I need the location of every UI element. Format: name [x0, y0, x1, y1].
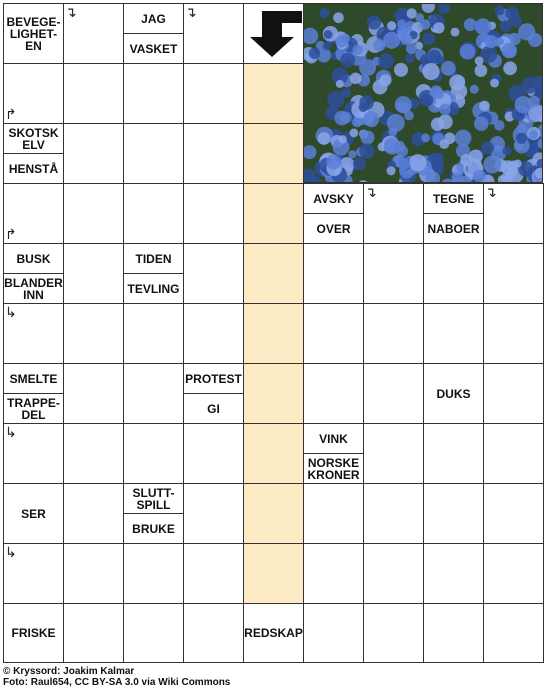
- arrow-right-down-icon: ↴: [365, 184, 377, 200]
- clue-vink: [303, 423, 364, 454]
- clue-text: DUKS: [436, 386, 471, 401]
- floret-mark: [421, 133, 430, 142]
- floret-mark: [500, 20, 512, 32]
- floret-mark: [422, 33, 435, 46]
- answer-cell[interactable]: [63, 423, 124, 484]
- floret-mark: [485, 35, 498, 48]
- floret-mark: [490, 79, 499, 88]
- answer-cell[interactable]: [183, 243, 244, 304]
- clue-text: OVER: [316, 221, 351, 236]
- answer-cell[interactable]: [303, 363, 364, 424]
- floret-mark: [339, 135, 347, 143]
- clue-avsky: [303, 183, 364, 214]
- clue-text: SER: [21, 506, 46, 521]
- floret-mark: [470, 85, 479, 94]
- floret-mark: [460, 154, 472, 166]
- floret-mark: [503, 61, 517, 75]
- floret-mark: [474, 116, 489, 131]
- clue-redskap: [243, 603, 304, 663]
- solution-cell[interactable]: [243, 543, 304, 604]
- answer-cell[interactable]: [483, 303, 544, 364]
- arrow-right-down-icon: ↴: [65, 4, 77, 20]
- answer-cell[interactable]: [183, 183, 244, 244]
- floret-mark: [483, 156, 501, 174]
- floret-mark: [529, 130, 538, 139]
- answer-cell[interactable]: [483, 363, 544, 424]
- clue-tegne: [423, 183, 484, 214]
- clue-text: GI: [207, 401, 220, 416]
- answer-cell[interactable]: [183, 543, 244, 604]
- floret-mark: [451, 28, 460, 37]
- answer-cell[interactable]: [183, 423, 244, 484]
- floret-mark: [367, 15, 381, 29]
- answer-cell[interactable]: [423, 243, 484, 304]
- clue-ser: [3, 483, 64, 544]
- floret-mark: [481, 142, 494, 155]
- clue-sluttspill: [123, 483, 184, 514]
- clue-text: SKOTSK ELV: [8, 125, 59, 152]
- clue-text: PROTEST: [185, 371, 242, 386]
- answer-cell[interactable]: [363, 483, 424, 544]
- clue-text: BRUKE: [132, 521, 175, 536]
- clue-text: BLANDER INN: [4, 275, 63, 302]
- floret-mark: [475, 64, 488, 77]
- floret-mark: [420, 94, 433, 107]
- floret-mark: [348, 150, 356, 158]
- floret-mark: [502, 146, 511, 155]
- clue-tiden: [123, 243, 184, 274]
- hydrangea-photo: [303, 3, 543, 183]
- floret-mark: [334, 111, 349, 126]
- floret-mark: [350, 129, 359, 138]
- clue-busk: [3, 243, 64, 274]
- clue-skotsk-elv: [3, 123, 64, 154]
- floret-mark: [439, 103, 451, 115]
- clue-text: NABOER: [427, 221, 480, 236]
- answer-cell[interactable]: [183, 303, 244, 364]
- answer-cell[interactable]: [423, 543, 484, 604]
- answer-cell[interactable]: [123, 63, 184, 124]
- answer-cell[interactable]: [303, 243, 364, 304]
- floret-mark: [528, 33, 542, 47]
- answer-cell[interactable]: [183, 603, 244, 663]
- clue-text: TRAPPE- DEL: [7, 395, 60, 422]
- clue-hensta: [3, 153, 64, 184]
- floret-mark: [326, 154, 341, 169]
- floret-mark: [435, 91, 443, 99]
- arrow-right-down-icon: ↴: [485, 184, 497, 200]
- floret-mark: [380, 74, 392, 86]
- floret-mark: [514, 159, 522, 167]
- answer-cell[interactable]: [63, 543, 124, 604]
- start-arrow-icon: [248, 11, 302, 59]
- crossword-credit: © Kryssord: Joakim Kalmar: [3, 666, 135, 677]
- floret-mark: [475, 18, 491, 34]
- arrow-up-right-icon: ↱: [5, 106, 17, 122]
- floret-mark: [324, 30, 333, 39]
- answer-cell[interactable]: [123, 363, 184, 424]
- floret-mark: [435, 153, 443, 161]
- floret-mark: [336, 80, 344, 88]
- clue-friske: [3, 603, 64, 663]
- clue-gi: [183, 393, 244, 424]
- floret-mark: [433, 22, 444, 33]
- answer-cell[interactable]: [303, 483, 364, 544]
- floret-mark: [522, 76, 539, 93]
- floret-mark: [405, 54, 414, 63]
- floret-mark: [333, 12, 344, 23]
- clue-text: HENSTÅ: [8, 161, 59, 176]
- clue-text: VINK: [319, 431, 348, 446]
- floret-mark: [460, 44, 476, 60]
- floret-mark: [409, 154, 426, 171]
- photo-credit: Foto: Raul654, CC BY-SA 3.0 via Wiki Commons: [3, 677, 231, 688]
- answer-cell[interactable]: [483, 423, 544, 484]
- floret-mark: [398, 158, 410, 170]
- clue-naboer: [423, 213, 484, 244]
- floret-mark: [309, 48, 320, 59]
- arrow-down-right-icon: ↳: [5, 304, 17, 320]
- clue-norske-kroner: [303, 453, 364, 484]
- floret-mark: [388, 127, 397, 136]
- floret-mark: [383, 32, 400, 49]
- answer-cell[interactable]: [123, 303, 184, 364]
- clue-text: BUSK: [16, 251, 51, 266]
- floret-mark: [386, 166, 395, 175]
- floret-mark: [473, 170, 486, 183]
- clue-text: AVSKY: [313, 191, 354, 206]
- answer-cell[interactable]: [363, 303, 424, 364]
- answer-cell[interactable]: [63, 483, 124, 544]
- floret-mark: [378, 53, 394, 69]
- answer-cell[interactable]: [63, 303, 124, 364]
- clue-text: JAG: [141, 11, 166, 26]
- answer-cell[interactable]: [123, 423, 184, 484]
- clue-over: [303, 213, 364, 244]
- floret-mark: [340, 53, 355, 68]
- answer-cell[interactable]: [123, 603, 184, 663]
- answer-cell[interactable]: [123, 123, 184, 184]
- clue-text: BEVEGE- LIGHET- EN: [6, 14, 61, 53]
- answer-cell[interactable]: [363, 603, 424, 663]
- floret-mark: [359, 143, 374, 158]
- floret-mark: [384, 138, 401, 155]
- answer-cell[interactable]: [63, 243, 124, 304]
- answer-cell[interactable]: [483, 483, 544, 544]
- floret-mark: [438, 114, 453, 129]
- answer-cell[interactable]: [363, 243, 424, 304]
- answer-cell[interactable]: [63, 123, 124, 184]
- clue-jag: [123, 3, 184, 34]
- clue-text: NORSKE KRONER: [307, 455, 360, 482]
- floret-mark: [441, 61, 456, 76]
- solution-cell[interactable]: [243, 303, 304, 364]
- clue-text: TIDEN: [135, 251, 172, 266]
- floret-mark: [422, 63, 439, 80]
- floret-mark: [327, 91, 344, 108]
- answer-cell[interactable]: [483, 543, 544, 604]
- answer-cell[interactable]: [123, 183, 184, 244]
- arrow-up-right-icon: ↱: [5, 226, 17, 242]
- answer-cell[interactable]: [423, 423, 484, 484]
- floret-mark: [335, 35, 347, 47]
- solution-cell[interactable]: [243, 423, 304, 484]
- floret-mark: [387, 21, 396, 30]
- answer-cell[interactable]: [483, 243, 544, 304]
- solution-cell[interactable]: [243, 483, 304, 544]
- clue-text: REDSKAP: [244, 626, 303, 640]
- answer-cell[interactable]: [363, 543, 424, 604]
- floret-mark: [436, 56, 444, 64]
- answer-cell[interactable]: [183, 63, 244, 124]
- answer-cell[interactable]: [423, 603, 484, 663]
- clue-blander-inn: [3, 273, 64, 304]
- answer-cell[interactable]: [63, 603, 124, 663]
- floret-mark: [420, 19, 430, 29]
- solution-cell[interactable]: [243, 123, 304, 184]
- answer-cell[interactable]: [183, 483, 244, 544]
- floret-mark: [515, 96, 532, 113]
- answer-cell[interactable]: [63, 183, 124, 244]
- answer-cell[interactable]: [303, 603, 364, 663]
- floret-mark: [394, 63, 408, 77]
- floret-mark: [516, 133, 527, 144]
- answer-cell[interactable]: [363, 363, 424, 424]
- solution-cell[interactable]: [243, 63, 304, 124]
- floret-mark: [475, 56, 484, 65]
- crossword-grid: [3, 3, 543, 663]
- clue-text: VASKET: [129, 41, 178, 56]
- floret-mark: [363, 111, 379, 127]
- answer-cell[interactable]: [63, 63, 124, 124]
- clue-text: TEVLING: [127, 281, 180, 296]
- floret-mark: [542, 168, 543, 180]
- clue-tevling: [123, 273, 184, 304]
- floret-mark: [501, 43, 517, 59]
- floret-mark: [323, 42, 331, 50]
- arrow-down-right-icon: ↳: [5, 424, 17, 440]
- floret-mark: [494, 5, 504, 15]
- answer-cell[interactable]: [183, 123, 244, 184]
- answer-cell[interactable]: [123, 543, 184, 604]
- answer-cell[interactable]: [303, 543, 364, 604]
- floret-mark: [319, 8, 329, 18]
- clue-text: TEGNE: [432, 191, 475, 206]
- floret-mark: [510, 15, 522, 27]
- solution-cell[interactable]: [243, 363, 304, 424]
- arrow-down-right-icon: ↳: [5, 544, 17, 560]
- hydrangea-image: [304, 4, 543, 183]
- floret-mark: [350, 73, 362, 85]
- floret-mark: [360, 130, 369, 139]
- floret-mark: [397, 19, 406, 28]
- floret-mark: [395, 96, 412, 113]
- answer-cell[interactable]: [303, 303, 364, 364]
- clue-bruke: [123, 513, 184, 544]
- floret-mark: [359, 103, 368, 112]
- floret-mark: [455, 130, 472, 147]
- answer-cell[interactable]: [363, 423, 424, 484]
- floret-mark: [353, 45, 363, 55]
- clue-duks: [423, 363, 484, 424]
- credits: [3, 666, 230, 688]
- arrow-right-down-icon: ↴: [185, 4, 197, 20]
- clue-text: SMELTE: [9, 371, 58, 386]
- answer-cell[interactable]: [483, 603, 544, 663]
- floret-mark: [373, 39, 385, 51]
- clue-text: FRISKE: [11, 626, 56, 640]
- answer-cell[interactable]: [423, 483, 484, 544]
- floret-mark: [318, 132, 331, 145]
- solution-cell[interactable]: [243, 183, 304, 244]
- solution-cell[interactable]: [243, 243, 304, 304]
- answer-cell[interactable]: [423, 303, 484, 364]
- clue-text: SLUTT- SPILL: [132, 485, 175, 512]
- floret-mark: [353, 157, 366, 170]
- floret-mark: [406, 43, 417, 54]
- floret-mark: [479, 101, 490, 112]
- clue-smelte: [3, 363, 64, 394]
- clue-protest: [183, 363, 244, 394]
- floret-mark: [439, 139, 449, 149]
- clue-vasket: [123, 33, 184, 64]
- clue-trappedel: [3, 393, 64, 424]
- clue-bevegeligheten: [3, 3, 64, 64]
- answer-cell[interactable]: [63, 363, 124, 424]
